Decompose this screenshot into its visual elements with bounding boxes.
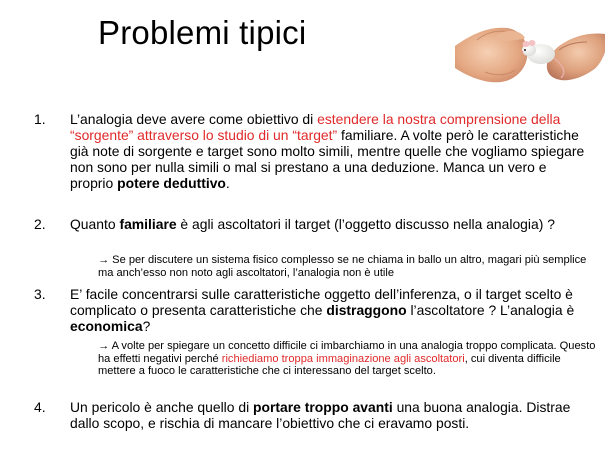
slide-title: Problemi tipici — [98, 14, 307, 51]
text-run: E’ facile concentrarsi sulle caratteristiche oggetto dell’inferenza, o il target scelto è complicato o presenta caratteristiche che — [70, 286, 573, 318]
text-run: Quanto — [70, 216, 120, 232]
item-text — [70, 217, 590, 233]
text-run: → A volte per spiegare un concetto difficile ci imbarchiamo in una analogia troppo complicata. Questo ha effetti negativi perché — [98, 340, 596, 365]
item-number: 4. — [34, 399, 46, 415]
item-number: 3. — [34, 286, 46, 302]
bold-text: portare troppo avanti — [253, 399, 393, 415]
text-run: ? — [142, 317, 151, 334]
bold-text: potere deduttivo — [117, 174, 226, 191]
text-run: familiare. A volte però le caratteristiche già note di sorgente e target sono molto simili, mentre quelle che vogliamo spiegare non sono per nulla simili o mal si prestano a una deduzione. Manca un vero e proprio — [70, 126, 585, 191]
item-text — [70, 287, 590, 335]
item-text — [70, 112, 590, 192]
text-run: una buona analogia. Distrae dallo scopo, e rischia di mancare l’obiettivo che ci eravamo posti. — [70, 399, 571, 431]
item-number: 2. — [34, 216, 46, 232]
bold-text: distraggono — [326, 301, 407, 318]
text-run: è agli ascoltatori il target (l’oggetto discusso nella analogia) ? — [176, 216, 555, 232]
text-run: , cui diventa difficile mettere a fuoco le caratteristiche che ci interessano del target scelto. — [98, 352, 561, 378]
bold-text: familiare — [119, 216, 177, 232]
hands-holding-mouse-photo — [455, 6, 605, 90]
item-number: 1. — [34, 111, 46, 127]
sub-point — [98, 340, 598, 378]
item-text — [70, 400, 590, 432]
sub-point — [98, 254, 598, 279]
text-run: Un pericolo è anche quello di — [70, 399, 254, 415]
highlight-text: richiediamo troppa immaginazione agli ascoltatori — [221, 352, 465, 365]
highlight-text: estendere la nostra comprensione della “sorgente” attraverso lo studio di un “target” — [70, 111, 561, 143]
text-run: l’ascoltatore ? L’analogia è — [406, 301, 575, 318]
bold-text: economica — [70, 317, 143, 334]
text-run: → Se per discutere un sistema fisico complesso se ne chiama in ballo un altro, magari più semplice ma anch’esso non noto agli ascoltatori, l’analogia non è utile — [98, 254, 587, 279]
text-run: . — [225, 174, 230, 191]
text-run: L’analogia deve avere come obiettivo di — [70, 111, 318, 127]
